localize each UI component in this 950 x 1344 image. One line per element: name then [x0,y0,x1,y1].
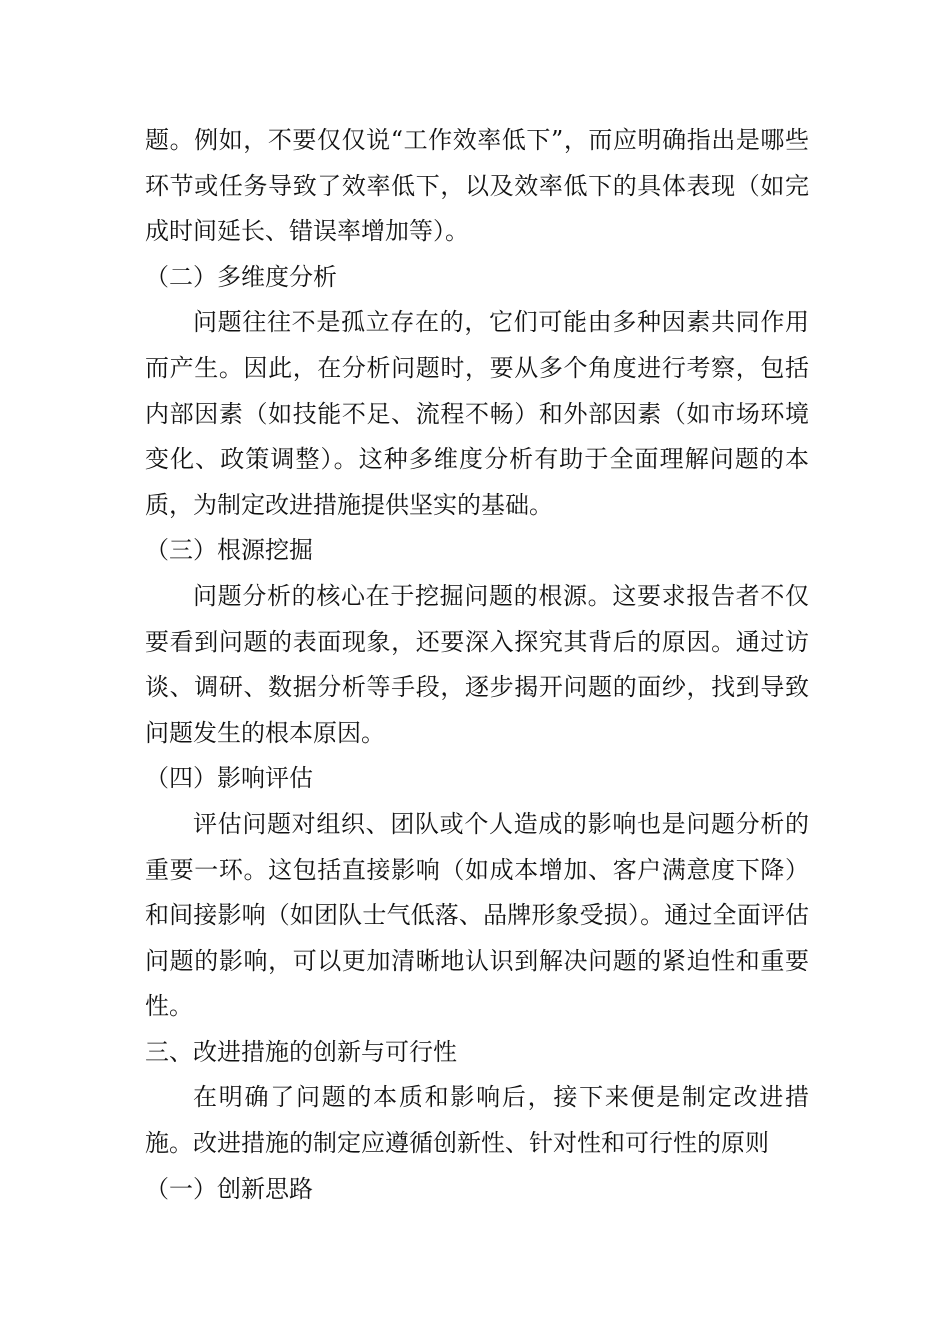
document-body [145,118,809,1212]
subheading-root-cause: （三）根源挖掘 [145,536,313,565]
subheading-multidimensional-analysis: （二）多维度分析 [145,262,337,291]
subheading-impact-assessment: （四）影响评估 [145,764,313,793]
paragraph-root-cause: 问题分析的核心在于挖掘问题的根源。这要求报告者不仅要看到问题的表面现象，还要深入探究其背后的原因。通过访谈、调研、数据分析等手段，逐步揭开问题的面纱，找到导致问题发生的根本原因。 [145,581,809,747]
paragraph-improvement-measures: 在明确了问题的本质和影响后，接下来便是制定改进措施。改进措施的制定应遵循创新性、针对性和可行性的原则 [145,1083,809,1158]
paragraph-efficiency-example: 题。例如，不要仅仅说“工作效率低下”，而应明确指出是哪些环节或任务导致了效率低下，以及效率低下的具体表现（如完成时间延长、错误率增加等）。 [145,126,809,246]
section-heading-improvement-measures: 三、改进措施的创新与可行性 [145,1037,457,1066]
subheading-innovative-thinking: （一）创新思路 [145,1174,313,1203]
paragraph-multidimensional-analysis: 问题往往不是孤立存在的，它们可能由多种因素共同作用而产生。因此，在分析问题时，要从多个角度进行考察，包括内部因素（如技能不足、流程不畅）和外部因素（如市场环境变化、政策调整）。这种多维度分析有助于全面理解问题的本质，为制定改进措施提供坚实的基础。 [145,308,809,519]
paragraph-impact-assessment: 评估问题对组织、团队或个人造成的影响也是问题分析的重要一环。这包括直接影响（如成本增加、客户满意度下降）和间接影响（如团队士气低落、品牌形象受损）。通过全面评估问题的影响，可以更加清晰地认识到解决问题的紧迫性和重要性。 [145,809,809,1021]
